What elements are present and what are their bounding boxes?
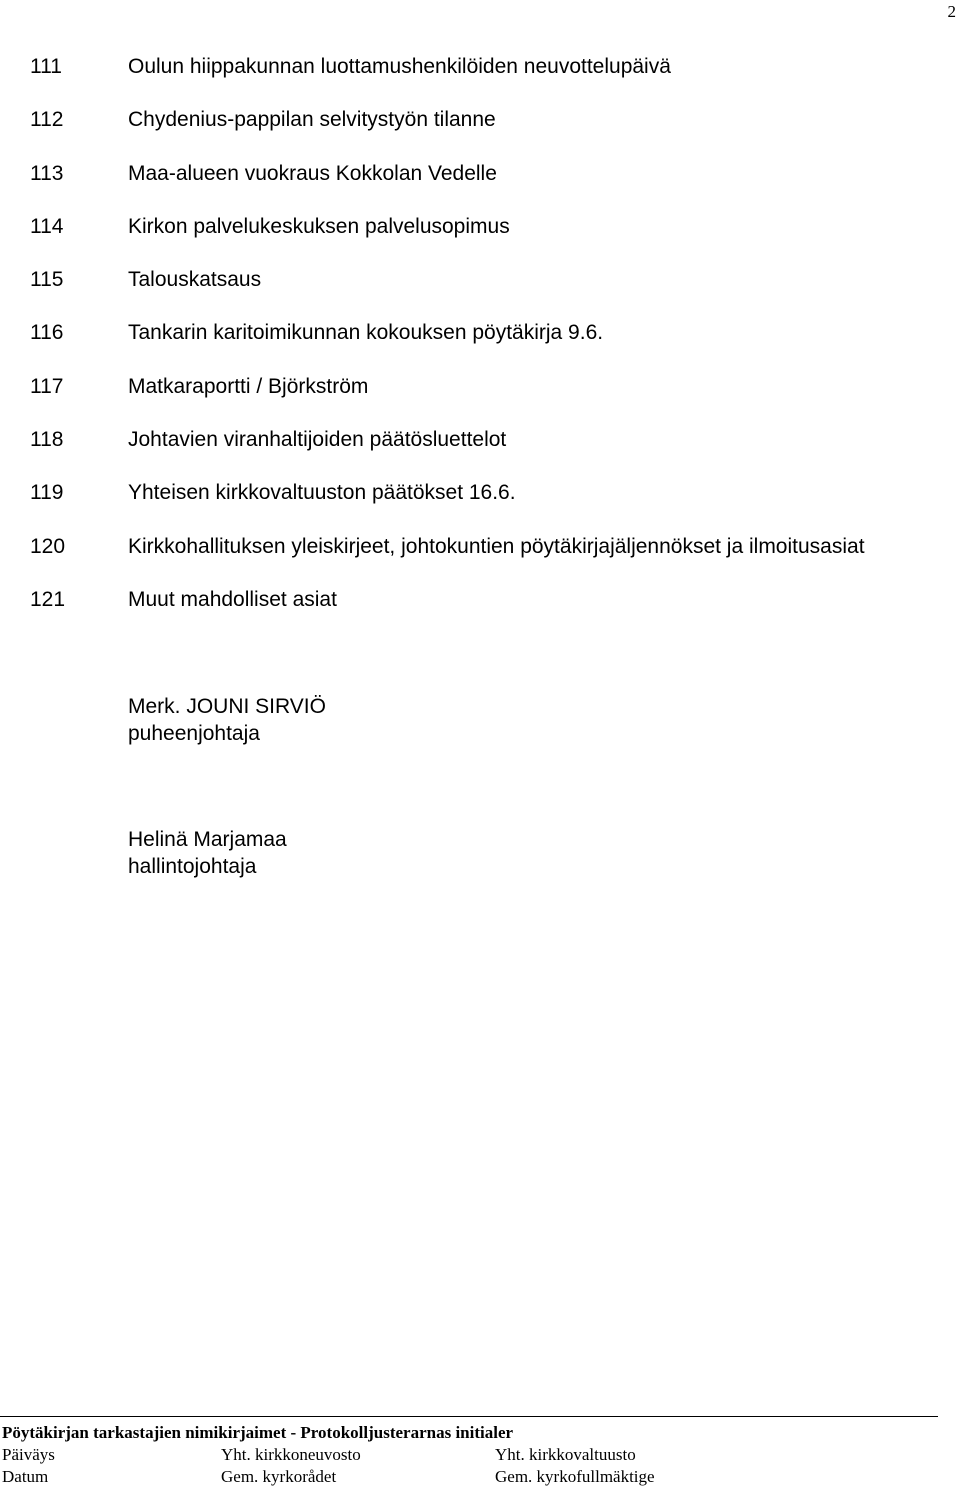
agenda-item-title: Chydenius-pappilan selvitystyön tilanne: [128, 108, 496, 132]
signature-chair: [128, 693, 326, 747]
page-number: 2: [947, 2, 956, 21]
agenda-item-number: 121: [30, 587, 66, 611]
signature-name: Merk. JOUNI SIRVIÖ: [128, 695, 326, 718]
agenda-item-number: 118: [30, 428, 64, 452]
footer-label-assembly: Gem. kyrkofullmäktige: [495, 1467, 655, 1486]
agenda-item: [0, 426, 960, 479]
agenda-item-number: 113: [30, 161, 64, 185]
footer-row-finnish: [0, 1445, 960, 1467]
agenda-item: [0, 53, 960, 106]
agenda-item: [0, 319, 960, 372]
footer-label-assembly: Yht. kirkkovaltuusto: [495, 1445, 636, 1464]
agenda-item: [0, 160, 960, 213]
agenda-list: [0, 53, 960, 639]
signature-role: hallintojohtaja: [128, 855, 257, 878]
agenda-item-number: 119: [30, 481, 64, 505]
agenda-item-number: 120: [30, 534, 66, 558]
agenda-item: [0, 213, 960, 266]
footer-label-date: Datum: [2, 1467, 49, 1486]
agenda-item-title: Talouskatsaus: [128, 268, 262, 292]
footer-label-date: Päiväys: [2, 1445, 55, 1464]
agenda-item-number: 114: [30, 214, 64, 238]
agenda-item-title: Tankarin karitoimikunnan kokouksen pöytäkirja 9.6.: [128, 321, 604, 345]
agenda-item-title: Kirkon palvelukeskuksen palvelusopimus: [128, 214, 510, 238]
agenda-item-title: Johtavien viranhaltijoiden päätösluettelot: [128, 428, 507, 452]
agenda-item-number: 111: [30, 55, 62, 78]
agenda-item-title: Kirkkohallituksen yleiskirjeet, johtokuntien pöytäkirjajäljennökset ja ilmoitusasiat: [128, 534, 865, 558]
signature-role: puheenjohtaja: [128, 722, 260, 745]
agenda-item-title: Muut mahdolliset asiat: [128, 587, 337, 611]
footer-divider: [0, 1416, 938, 1417]
agenda-item-number: 117: [30, 374, 64, 398]
agenda-item-title: Maa-alueen vuokraus Kokkolan Vedelle: [128, 161, 497, 185]
agenda-item: [0, 533, 960, 586]
footer-heading: Pöytäkirjan tarkastajien nimikirjaimet - Protokolljusterarnas initialer: [2, 1423, 514, 1442]
agenda-item-number: 115: [30, 268, 64, 292]
agenda-item: [0, 586, 960, 639]
agenda-item-title: Matkaraportti / Björkström: [128, 374, 369, 398]
agenda-item-number: 116: [30, 321, 64, 345]
agenda-item-title: Yhteisen kirkkovaltuuston päätökset 16.6.: [128, 481, 516, 505]
agenda-item-title: Oulun hiippakunnan luottamushenkilöiden neuvottelupäivä: [128, 55, 671, 78]
signature-name: Helinä Marjamaa: [128, 828, 287, 851]
footer-label-council: Yht. kirkkoneuvosto: [221, 1445, 361, 1464]
agenda-item: [0, 479, 960, 532]
signature-secretary: [128, 826, 287, 880]
agenda-item: [0, 266, 960, 319]
footer-label-council: Gem. kyrkorådet: [221, 1467, 337, 1486]
footer-row-swedish: [0, 1467, 960, 1489]
agenda-item-number: 112: [30, 108, 64, 132]
agenda-item: [0, 106, 960, 159]
agenda-item: [0, 373, 960, 426]
